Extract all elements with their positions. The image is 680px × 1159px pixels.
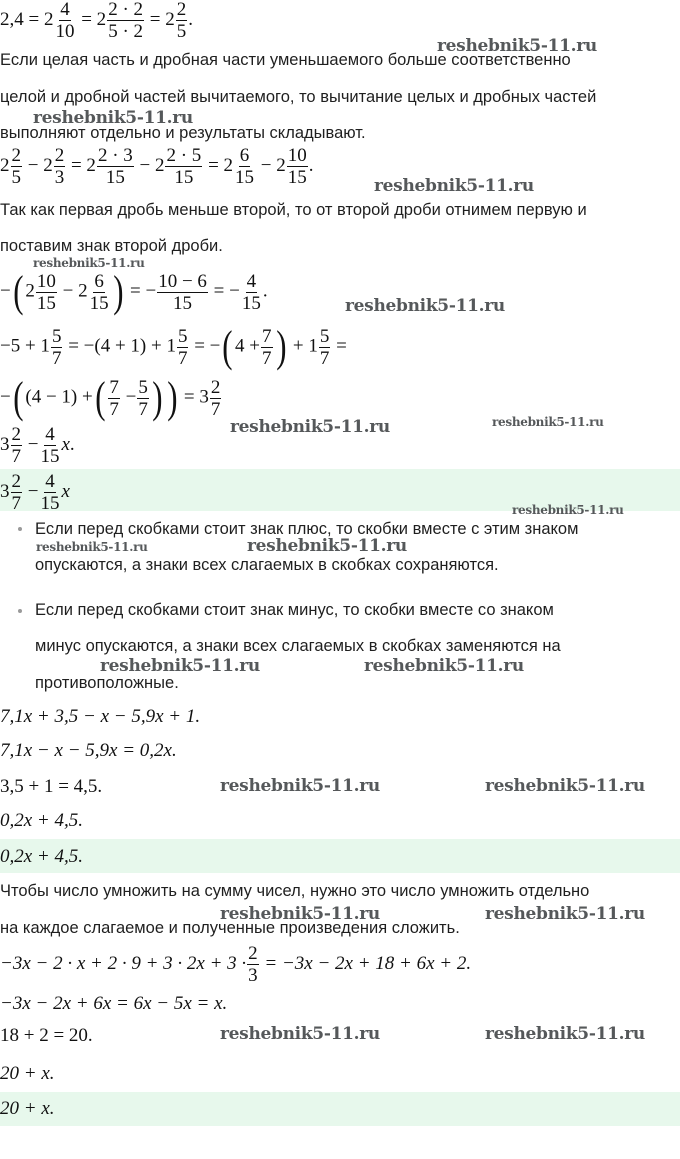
explanation-text: на каждое слагаемое и полученные произведения сложить.	[0, 919, 460, 937]
explanation-text: Чтобы число умножить на сумму чисел, нужно это число умножить отдельно	[0, 882, 590, 900]
explanation-text: Так как первая дробь меньше второй, то от второй дроби отнимем первую и	[0, 201, 587, 219]
math-line-3: −( 2 $\frac{10}{15}$ − 2 $\frac{6}{15}$ ) = − $\frac{10 - 6}{15}$ = − $\frac{4}{15}$ .	[0, 267, 268, 316]
explanation-text: целой и дробной частей вычитаемого, то вычитание целых и дробных частей	[0, 88, 597, 106]
math-line-5: −( (4 − 1) +( $\frac{7}{7}$ − $\frac{5}{7}$ )) = 3 $\frac{2}{7}$	[0, 373, 221, 422]
math-line: 0,2x + 4,5.	[0, 810, 84, 831]
watermark: reshebnik5-11.ru	[220, 776, 380, 796]
bullet-text: минус опускаются, а знаки всех слагаемых в скобках заменяются на	[35, 637, 561, 655]
watermark: reshebnik5-11.ru	[100, 656, 260, 676]
math-line: 20 + x.	[0, 1063, 55, 1084]
bullet-text: Если перед скобками стоит знак плюс, то скобки вместе с этим знаком	[35, 520, 579, 538]
math-line-7: −3x − 2 · x + 2 · 9 + 3 · 2x + 3 · $\frac{2}{3}$ = −3x − 2x + 18 + 6x + 2.	[0, 943, 472, 986]
math-line: −3x − 2x + 6x = 6x − 5x = x.	[0, 993, 228, 1014]
bullet-text: опускаются, а знаки всех слагаемых в скобках сохраняются.	[35, 556, 499, 574]
math-line: 3,5 + 1 = 4,5.	[0, 776, 103, 797]
watermark: reshebnik5-11.ru	[247, 536, 407, 556]
watermark: reshebnik5-11.ru	[230, 417, 390, 437]
answer-highlight	[0, 1092, 680, 1126]
watermark: reshebnik5-11.ru	[512, 503, 624, 517]
watermark: reshebnik5-11.ru	[345, 296, 505, 316]
answer-3: 20 + x.	[0, 1098, 55, 1119]
explanation-text: Если целая часть и дробная части уменьшаемого больше соответственно	[0, 51, 571, 69]
bullet-dot	[18, 609, 22, 613]
explanation-text: выполняют отдельно и результаты складывают.	[0, 124, 366, 142]
math-line-1: 2,4 = 2 $\frac{4}{10}$ = 2 $\frac{2 \cdot 2}{5 \cdot 2}$ = 2 $\frac{2}{5}$ .	[0, 0, 193, 42]
math-line: 7,1x − x − 5,9x = 0,2x.	[0, 740, 177, 761]
watermark: reshebnik5-11.ru	[220, 904, 380, 924]
watermark: reshebnik5-11.ru	[36, 540, 148, 554]
watermark: reshebnik5-11.ru	[485, 904, 645, 924]
math-line: 18 + 2 = 20.	[0, 1025, 93, 1046]
watermark: reshebnik5-11.ru	[492, 415, 604, 429]
math-line: 7,1x + 3,5 − x − 5,9x + 1.	[0, 706, 201, 727]
watermark: reshebnik5-11.ru	[364, 656, 524, 676]
bullet-dot	[18, 527, 22, 531]
bullet-text: Если перед скобками стоит знак минус, то скобки вместе со знаком	[35, 601, 554, 619]
answer-highlight	[0, 839, 680, 873]
math-line-6: 3 $\frac{2}{7}$ − $\frac{4}{15}$ x.	[0, 424, 75, 467]
explanation-text: поставим знак второй дроби.	[0, 237, 223, 255]
watermark: reshebnik5-11.ru	[33, 108, 193, 128]
math-line-2: 2 $\frac{2}{5}$ − 2 $\frac{2}{3}$ = 2 $\frac{2 \cdot 3}{15}$ − 2 $\frac{2 \cdot 5}{15}$ = 2 $\frac{6}{15}$ − 2 $\frac{10}{15}$ .	[0, 145, 314, 188]
watermark: reshebnik5-11.ru	[485, 776, 645, 796]
answer-2: 0,2x + 4,5.	[0, 846, 84, 867]
watermark: reshebnik5-11.ru	[374, 176, 534, 196]
bullet-text: противоположные.	[35, 674, 179, 692]
math-line-4: −5 + 1 $\frac{5}{7}$ = −(4 + 1) + 1 $\frac{5}{7}$ = −( 4 + $\frac{7}{7}$ ) + 1 $\frac{5}{7}$ =	[0, 322, 347, 371]
watermark: reshebnik5-11.ru	[220, 1024, 380, 1044]
watermark: reshebnik5-11.ru	[437, 36, 597, 56]
answer-1: 3 $\frac{2}{7}$ − $\frac{4}{15}$ x	[0, 471, 70, 514]
watermark: reshebnik5-11.ru	[33, 256, 145, 270]
watermark: reshebnik5-11.ru	[485, 1024, 645, 1044]
